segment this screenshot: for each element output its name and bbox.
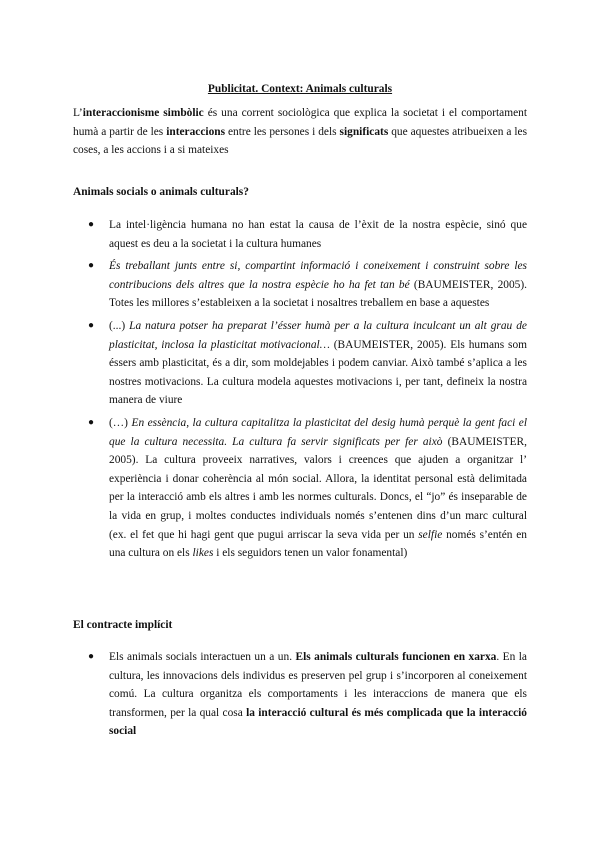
list-item [73,317,527,410]
list-item-text: (BAUMEISTER, 2005). Els humans som éssers amb plasticitat, és a dir, som moldejables i podem canviar. Això també s’aplica a les nostres motivacions. La cultura modela aquestes motivacions i, per tant, defineix la nostra manera de viure [109,338,527,407]
list-item-term: likes [192,547,214,560]
list-item-quote: És treballant junts entre si, compartint informació i coneixement i construint sobre les contribucions dels altres que la nostra espècie ho ha fet tan bé [109,260,527,291]
bullet-icon: ● [88,219,95,230]
list-item-text: (BAUMEISTER, 2005). Totes les millores s’estableixen a la societat i nosaltres treballem en base a aquestes [109,278,527,310]
list-item-text: Els animals socials interactuen un a un. [109,651,296,663]
page-title: Publicitat. Context: Animals culturals [207,83,393,95]
bullet-icon: ● [88,319,95,331]
intro-bold-term: significats [339,125,389,138]
list-item-text: (…) [109,416,132,429]
intro-text: entre les persones i dels [225,125,340,138]
list-item-text: només s’entén en una cultura on els [109,528,527,560]
section1-list [73,216,527,563]
list-item-text: i els seguidors tenen un valor fonamental) [213,547,408,560]
intro-text: L’ [73,107,83,119]
section-heading: Animals socials o animals culturals? [73,186,249,198]
intro-bold-term: interaccionisme simbòlic [82,107,204,119]
list-item [73,257,527,313]
list-item-quote: En essència, la cultura capitalitza la plasticitat del desig humà perquè la gent faci el que la cultura necessita. La cultura fa servir significats per fer això [109,416,527,448]
list-item-text: . En la cultura, les innovacions dels individus es preserven pel grup i s’incorporen al coneixement comú. La cultura organitza els comportaments i les interaccions de manera que els transformen, per la qual cosa [109,651,527,719]
list-item [73,414,527,563]
list-item-term: selfie [418,528,443,541]
bullet-icon: ● [88,651,95,662]
list-item-bold: la interacció cultural és més complicada que la interacció social [109,706,527,738]
intro-bold-term: interaccions [166,125,226,138]
intro-text: que aquestes atribueixen a les coses, a les accions i a si mateixes [73,125,528,157]
section2-list [73,648,527,741]
list-item-bold: Els animals culturals funcionen en xarxa [295,651,497,663]
bullet-icon: ● [88,416,95,428]
list-item [73,648,527,741]
list-item-text: La intel·ligència humana no han estat la causa de l’èxit de la nostra espècie, sinó que aquest es deu a la societat i la cultura humanes [109,219,527,250]
intro-paragraph [73,104,527,160]
intro-text: és una corrent sociològica que explica la societat i el comportament humà a partir de les [73,107,527,138]
list-item-text: (BAUMEISTER, 2005). La cultura proveeix narratives, valors i creences que ajuden a organitzar l’ experiència i donar coherència al món social. Allora, la identitat personal està delimitada per la interacció amb els altres i amb les normes culturals. Doncs, el “jo” és inseparable de la vida en grup, i moltes conductes individuals només s’entenen dins d’un marc cultural (ex. el fet que hi hagi gent que pugui arriscar la seva vida per un [109,435,527,541]
section-heading: El contracte implícit [73,619,173,631]
bullet-icon: ● [88,260,95,272]
list-item [73,216,527,253]
list-item-quote: La natura potser ha preparat l’ésser humà per a la cultura inculcant un alt grau de plasticitat, inclosa la plasticitat motivacional… [109,319,527,351]
list-item-text: (...) [109,319,130,332]
